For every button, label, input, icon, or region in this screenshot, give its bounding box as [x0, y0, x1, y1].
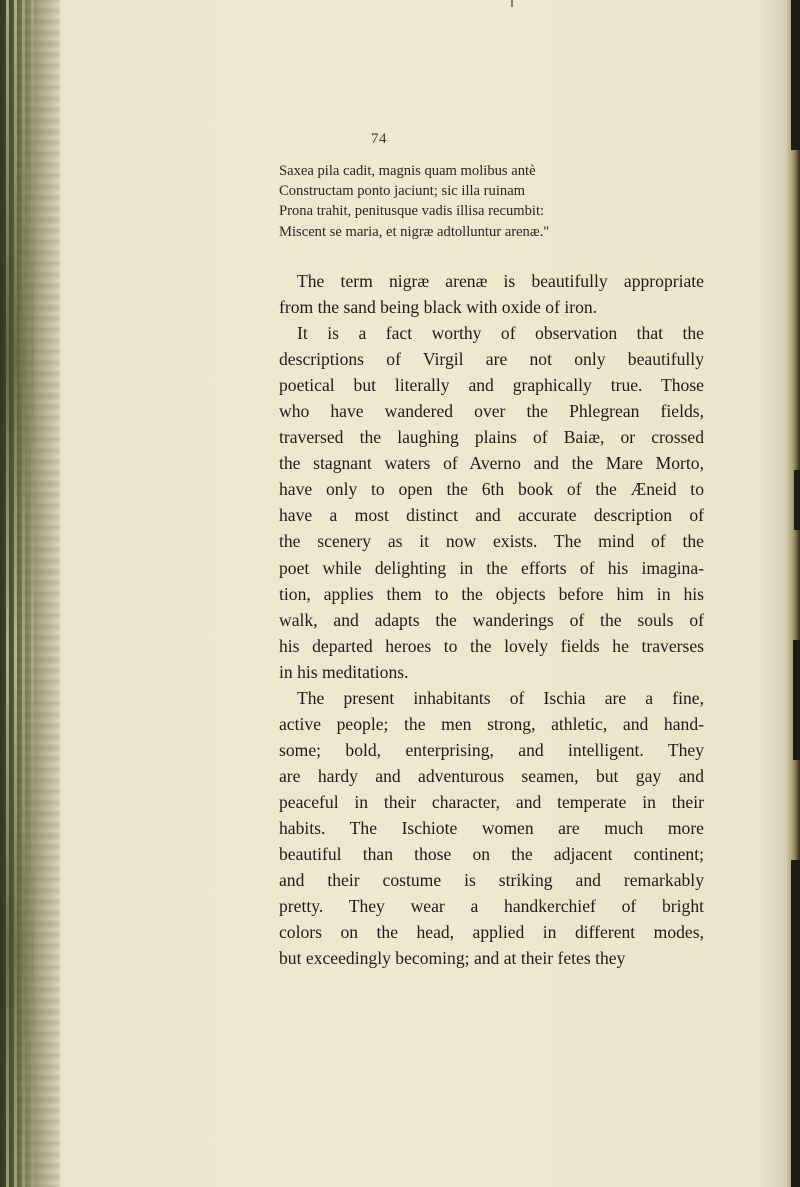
text-line: tion, applies them to the objects before him in his [279, 583, 704, 604]
text-line: from the sand being black with oxide of iron. [279, 297, 598, 318]
paragraph-virgil [279, 320, 704, 685]
latin-verse-quotation [279, 161, 699, 242]
text-line: colors on the head, applied in different modes, [279, 922, 704, 943]
text-line: some; bold, enterprising, and intelligent. They [279, 739, 704, 760]
text-line: walk, and adapts the wanderings of the souls of [279, 609, 704, 630]
page-number: 74 [371, 131, 387, 147]
paragraph-nigrae-arenae [279, 268, 704, 320]
book-binding-edge [0, 0, 60, 1187]
text-line: traversed the laughing plains of Baiæ, or crossed [279, 427, 704, 448]
text-line: peaceful in their character, and temperate in their [279, 791, 704, 812]
text-line: poet while delighting in the efforts of his imagina- [279, 557, 704, 578]
body-text [279, 268, 704, 971]
verse-line: Saxea pila cadit, magnis quam molibus antè [279, 163, 536, 179]
text-line: The present inhabitants of Ischia are a fine, [297, 687, 704, 708]
text-line: in his meditations. [279, 661, 409, 682]
text-line: It is a fact worthy of observation that the [297, 323, 704, 344]
page-right-edge [786, 0, 800, 1187]
text-line: descriptions of Virgil are not only beautifully [279, 349, 704, 370]
text-line: who have wandered over the Phlegrean fields, [279, 401, 704, 422]
text-line: pretty. They wear a handkerchief of bright [279, 896, 704, 917]
verse-line: Constructam ponto jaciunt; sic illa ruinam [279, 183, 526, 200]
text-line: active people; the men strong, athletic, and hand- [279, 713, 704, 734]
text-line: are hardy and adventurous seamen, but gay and [279, 765, 704, 786]
text-line: have only to open the 6th book of the Æneid to [279, 479, 704, 500]
text-line: have a most distinct and accurate description of [279, 505, 704, 526]
text-line: his departed heroes to the lovely fields he traverses [279, 635, 704, 656]
verse-line: Prona trahit, penitusque vadis illisa recumbit: [279, 203, 545, 220]
printer-mark [511, 0, 513, 7]
text-line: beautiful than those on the adjacent continent; [279, 844, 704, 865]
verse-line: Miscent se maria, et nigræ adtolluntur arenæ." [279, 223, 550, 240]
text-line: and their costume is striking and remarkably [279, 870, 704, 891]
text-line: the stagnant waters of Averno and the Mare Morto, [279, 453, 704, 474]
text-line: habits. The Ischiote women are much more [279, 817, 704, 838]
text-line: but exceedingly becoming; and at their fetes they [279, 948, 626, 969]
text-line: the scenery as it now exists. The mind of the [279, 531, 704, 552]
paragraph-ischia-inhabitants [279, 685, 704, 972]
text-line: poetical but literally and graphically true. Those [279, 375, 704, 396]
text-line: The term nigræ arenæ is beautifully appropriate [297, 271, 704, 291]
